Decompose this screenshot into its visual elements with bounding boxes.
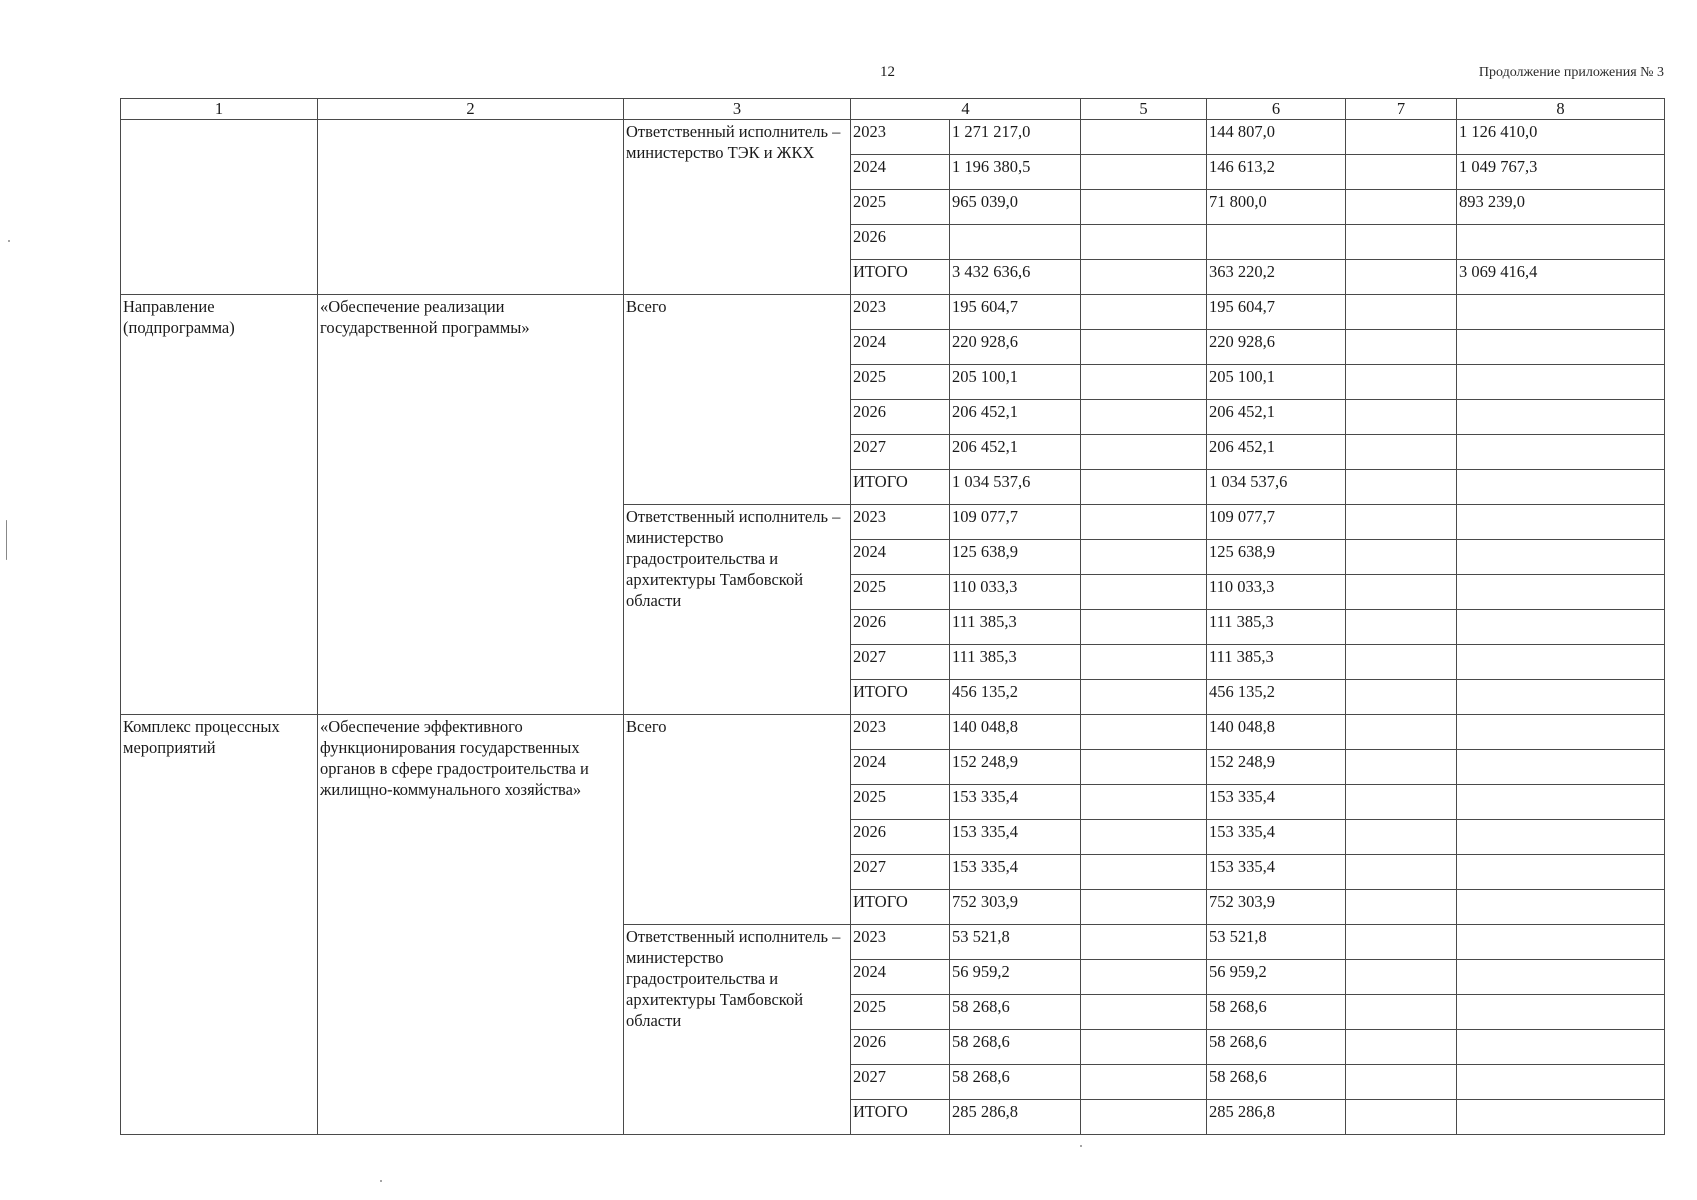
regional-budget-cell: 111 385,3 (1207, 645, 1346, 680)
total-amount-cell: 1 034 537,6 (950, 470, 1081, 505)
local-budget-cell (1346, 540, 1457, 575)
extrabudgetary-cell (1457, 645, 1665, 680)
regional-budget-cell: 752 303,9 (1207, 890, 1346, 925)
extrabudgetary-cell (1457, 1100, 1665, 1135)
regional-budget-cell: 125 638,9 (1207, 540, 1346, 575)
federal-budget-cell (1081, 960, 1207, 995)
extrabudgetary-cell (1457, 995, 1665, 1030)
local-budget-cell (1346, 680, 1457, 715)
structure-element-cell: Направление (подпрограмма) (121, 295, 318, 715)
responsible-executor-cell: Всего (624, 715, 851, 925)
total-amount-cell: 140 048,8 (950, 715, 1081, 750)
period-cell: 2024 (851, 960, 950, 995)
total-amount-cell: 58 268,6 (950, 1065, 1081, 1100)
total-amount-cell: 3 432 636,6 (950, 260, 1081, 295)
period-cell: 2025 (851, 785, 950, 820)
local-budget-cell (1346, 750, 1457, 785)
period-cell: 2027 (851, 855, 950, 890)
federal-budget-cell (1081, 715, 1207, 750)
regional-budget-cell: 58 268,6 (1207, 995, 1346, 1030)
federal-budget-cell (1081, 330, 1207, 365)
total-amount-cell: 111 385,3 (950, 610, 1081, 645)
period-cell: ИТОГО (851, 260, 950, 295)
federal-budget-cell (1081, 1065, 1207, 1100)
total-amount-cell: 205 100,1 (950, 365, 1081, 400)
local-budget-cell (1346, 190, 1457, 225)
extrabudgetary-cell (1457, 890, 1665, 925)
total-amount-cell: 153 335,4 (950, 820, 1081, 855)
scan-speck (8, 240, 10, 242)
local-budget-cell (1346, 295, 1457, 330)
federal-budget-cell (1081, 435, 1207, 470)
period-cell: 2025 (851, 190, 950, 225)
federal-budget-cell (1081, 470, 1207, 505)
regional-budget-cell: 205 100,1 (1207, 365, 1346, 400)
header-col-7: 7 (1346, 99, 1457, 120)
federal-budget-cell (1081, 925, 1207, 960)
local-budget-cell (1346, 645, 1457, 680)
period-cell: 2023 (851, 715, 950, 750)
total-amount-cell (950, 225, 1081, 260)
total-amount-cell: 285 286,8 (950, 1100, 1081, 1135)
federal-budget-cell (1081, 190, 1207, 225)
regional-budget-cell: 456 135,2 (1207, 680, 1346, 715)
extrabudgetary-cell: 1 126 410,0 (1457, 120, 1665, 155)
regional-budget-cell: 56 959,2 (1207, 960, 1346, 995)
local-budget-cell (1346, 575, 1457, 610)
local-budget-cell (1346, 365, 1457, 400)
period-cell: 2025 (851, 995, 950, 1030)
extrabudgetary-cell (1457, 295, 1665, 330)
table-header-row (121, 99, 1665, 120)
scan-speck (1080, 1145, 1082, 1147)
total-amount-cell: 56 959,2 (950, 960, 1081, 995)
regional-budget-cell: 71 800,0 (1207, 190, 1346, 225)
regional-budget-cell: 1 034 537,6 (1207, 470, 1346, 505)
regional-budget-cell: 206 452,1 (1207, 400, 1346, 435)
structure-element-cell: Комплекс процессных мероприятий (121, 715, 318, 1135)
structure-element-cell (121, 120, 318, 295)
period-cell: 2026 (851, 820, 950, 855)
regional-budget-cell: 146 613,2 (1207, 155, 1346, 190)
local-budget-cell (1346, 260, 1457, 295)
total-amount-cell: 152 248,9 (950, 750, 1081, 785)
federal-budget-cell (1081, 295, 1207, 330)
header-col-6: 6 (1207, 99, 1346, 120)
period-cell: 2026 (851, 400, 950, 435)
funding-table (120, 98, 1665, 1135)
extrabudgetary-cell (1457, 365, 1665, 400)
total-amount-cell: 752 303,9 (950, 890, 1081, 925)
extrabudgetary-cell (1457, 225, 1665, 260)
total-amount-cell: 125 638,9 (950, 540, 1081, 575)
period-cell: ИТОГО (851, 680, 950, 715)
regional-budget-cell: 153 335,4 (1207, 820, 1346, 855)
local-budget-cell (1346, 225, 1457, 260)
regional-budget-cell: 58 268,6 (1207, 1065, 1346, 1100)
extrabudgetary-cell (1457, 330, 1665, 365)
federal-budget-cell (1081, 890, 1207, 925)
federal-budget-cell (1081, 680, 1207, 715)
federal-budget-cell (1081, 820, 1207, 855)
total-amount-cell: 206 452,1 (950, 400, 1081, 435)
federal-budget-cell (1081, 225, 1207, 260)
regional-budget-cell: 144 807,0 (1207, 120, 1346, 155)
extrabudgetary-cell (1457, 680, 1665, 715)
extrabudgetary-cell (1457, 785, 1665, 820)
extrabudgetary-cell (1457, 715, 1665, 750)
table-row (121, 295, 1665, 330)
header-col-3: 3 (624, 99, 851, 120)
extrabudgetary-cell: 893 239,0 (1457, 190, 1665, 225)
regional-budget-cell (1207, 225, 1346, 260)
local-budget-cell (1346, 505, 1457, 540)
local-budget-cell (1346, 1100, 1457, 1135)
period-cell: 2023 (851, 295, 950, 330)
federal-budget-cell (1081, 540, 1207, 575)
responsible-executor-cell: Ответственный исполнитель – министерство градостроительства и архитектуры Тамбовской области (624, 505, 851, 715)
regional-budget-cell: 285 286,8 (1207, 1100, 1346, 1135)
total-amount-cell: 153 335,4 (950, 785, 1081, 820)
period-cell: 2023 (851, 505, 950, 540)
federal-budget-cell (1081, 785, 1207, 820)
federal-budget-cell (1081, 365, 1207, 400)
program-name-cell: «Обеспечение эффективного функционирования государственных органов в сфере градостроительства и жилищно-коммунального хозяйства» (318, 715, 624, 1135)
header-col-2: 2 (318, 99, 624, 120)
local-budget-cell (1346, 1065, 1457, 1100)
local-budget-cell (1346, 1030, 1457, 1065)
extrabudgetary-cell (1457, 505, 1665, 540)
period-cell: 2025 (851, 575, 950, 610)
regional-budget-cell: 110 033,3 (1207, 575, 1346, 610)
federal-budget-cell (1081, 400, 1207, 435)
period-cell: 2024 (851, 750, 950, 785)
scan-speck (6, 520, 7, 560)
regional-budget-cell: 53 521,8 (1207, 925, 1346, 960)
federal-budget-cell (1081, 575, 1207, 610)
local-budget-cell (1346, 995, 1457, 1030)
period-cell: ИТОГО (851, 890, 950, 925)
federal-budget-cell (1081, 505, 1207, 540)
extrabudgetary-cell (1457, 855, 1665, 890)
extrabudgetary-cell (1457, 750, 1665, 785)
appendix-continuation-note: Продолжение приложения № 3 (1478, 65, 1664, 80)
total-amount-cell: 111 385,3 (950, 645, 1081, 680)
program-name-cell: «Обеспечение реализации государственной программы» (318, 295, 624, 715)
federal-budget-cell (1081, 750, 1207, 785)
local-budget-cell (1346, 470, 1457, 505)
period-cell: 2027 (851, 645, 950, 680)
local-budget-cell (1346, 715, 1457, 750)
regional-budget-cell: 220 928,6 (1207, 330, 1346, 365)
regional-budget-cell: 58 268,6 (1207, 1030, 1346, 1065)
period-cell: 2024 (851, 540, 950, 575)
local-budget-cell (1346, 435, 1457, 470)
period-cell: 2027 (851, 1065, 950, 1100)
federal-budget-cell (1081, 1030, 1207, 1065)
period-cell: 2027 (851, 435, 950, 470)
total-amount-cell: 1 271 217,0 (950, 120, 1081, 155)
period-cell: 2024 (851, 330, 950, 365)
local-budget-cell (1346, 925, 1457, 960)
period-cell: 2023 (851, 120, 950, 155)
extrabudgetary-cell (1457, 925, 1665, 960)
header-col-4: 4 (851, 99, 1081, 120)
responsible-executor-cell: Ответственный исполнитель – министерство ТЭК и ЖКХ (624, 120, 851, 295)
total-amount-cell: 110 033,3 (950, 575, 1081, 610)
local-budget-cell (1346, 120, 1457, 155)
federal-budget-cell (1081, 260, 1207, 295)
table-row (121, 715, 1665, 750)
extrabudgetary-cell (1457, 400, 1665, 435)
period-cell: 2023 (851, 925, 950, 960)
extrabudgetary-cell (1457, 575, 1665, 610)
regional-budget-cell: 152 248,9 (1207, 750, 1346, 785)
total-amount-cell: 1 196 380,5 (950, 155, 1081, 190)
regional-budget-cell: 153 335,4 (1207, 785, 1346, 820)
table-row (121, 120, 1665, 155)
extrabudgetary-cell (1457, 470, 1665, 505)
extrabudgetary-cell (1457, 1030, 1665, 1065)
total-amount-cell: 153 335,4 (950, 855, 1081, 890)
period-cell: 2026 (851, 610, 950, 645)
regional-budget-cell: 206 452,1 (1207, 435, 1346, 470)
table-body (121, 120, 1665, 1135)
total-amount-cell: 53 521,8 (950, 925, 1081, 960)
total-amount-cell: 195 604,7 (950, 295, 1081, 330)
federal-budget-cell (1081, 855, 1207, 890)
period-cell: 2024 (851, 155, 950, 190)
responsible-executor-cell: Всего (624, 295, 851, 505)
local-budget-cell (1346, 610, 1457, 645)
regional-budget-cell: 140 048,8 (1207, 715, 1346, 750)
total-amount-cell: 206 452,1 (950, 435, 1081, 470)
period-cell: 2026 (851, 225, 950, 260)
extrabudgetary-cell: 3 069 416,4 (1457, 260, 1665, 295)
period-cell: ИТОГО (851, 470, 950, 505)
period-cell: 2026 (851, 1030, 950, 1065)
responsible-executor-cell: Ответственный исполнитель – министерство градостроительства и архитектуры Тамбовской области (624, 925, 851, 1135)
regional-budget-cell: 109 077,7 (1207, 505, 1346, 540)
period-cell: ИТОГО (851, 1100, 950, 1135)
program-name-cell (318, 120, 624, 295)
extrabudgetary-cell (1457, 1065, 1665, 1100)
local-budget-cell (1346, 890, 1457, 925)
federal-budget-cell (1081, 610, 1207, 645)
period-cell: 2025 (851, 365, 950, 400)
federal-budget-cell (1081, 645, 1207, 680)
extrabudgetary-cell (1457, 820, 1665, 855)
regional-budget-cell: 153 335,4 (1207, 855, 1346, 890)
extrabudgetary-cell (1457, 610, 1665, 645)
federal-budget-cell (1081, 120, 1207, 155)
total-amount-cell: 58 268,6 (950, 995, 1081, 1030)
regional-budget-cell: 111 385,3 (1207, 610, 1346, 645)
total-amount-cell: 220 928,6 (950, 330, 1081, 365)
local-budget-cell (1346, 820, 1457, 855)
extrabudgetary-cell (1457, 435, 1665, 470)
local-budget-cell (1346, 400, 1457, 435)
regional-budget-cell: 363 220,2 (1207, 260, 1346, 295)
header-col-1: 1 (121, 99, 318, 120)
extrabudgetary-cell (1457, 540, 1665, 575)
extrabudgetary-cell: 1 049 767,3 (1457, 155, 1665, 190)
total-amount-cell: 965 039,0 (950, 190, 1081, 225)
total-amount-cell: 456 135,2 (950, 680, 1081, 715)
page-number: 12 (880, 64, 895, 80)
federal-budget-cell (1081, 995, 1207, 1030)
federal-budget-cell (1081, 155, 1207, 190)
federal-budget-cell (1081, 1100, 1207, 1135)
local-budget-cell (1346, 785, 1457, 820)
header-col-8: 8 (1457, 99, 1665, 120)
total-amount-cell: 109 077,7 (950, 505, 1081, 540)
total-amount-cell: 58 268,6 (950, 1030, 1081, 1065)
local-budget-cell (1346, 855, 1457, 890)
local-budget-cell (1346, 155, 1457, 190)
header-col-5: 5 (1081, 99, 1207, 120)
local-budget-cell (1346, 960, 1457, 995)
local-budget-cell (1346, 330, 1457, 365)
regional-budget-cell: 195 604,7 (1207, 295, 1346, 330)
scan-speck (380, 1180, 382, 1182)
extrabudgetary-cell (1457, 960, 1665, 995)
